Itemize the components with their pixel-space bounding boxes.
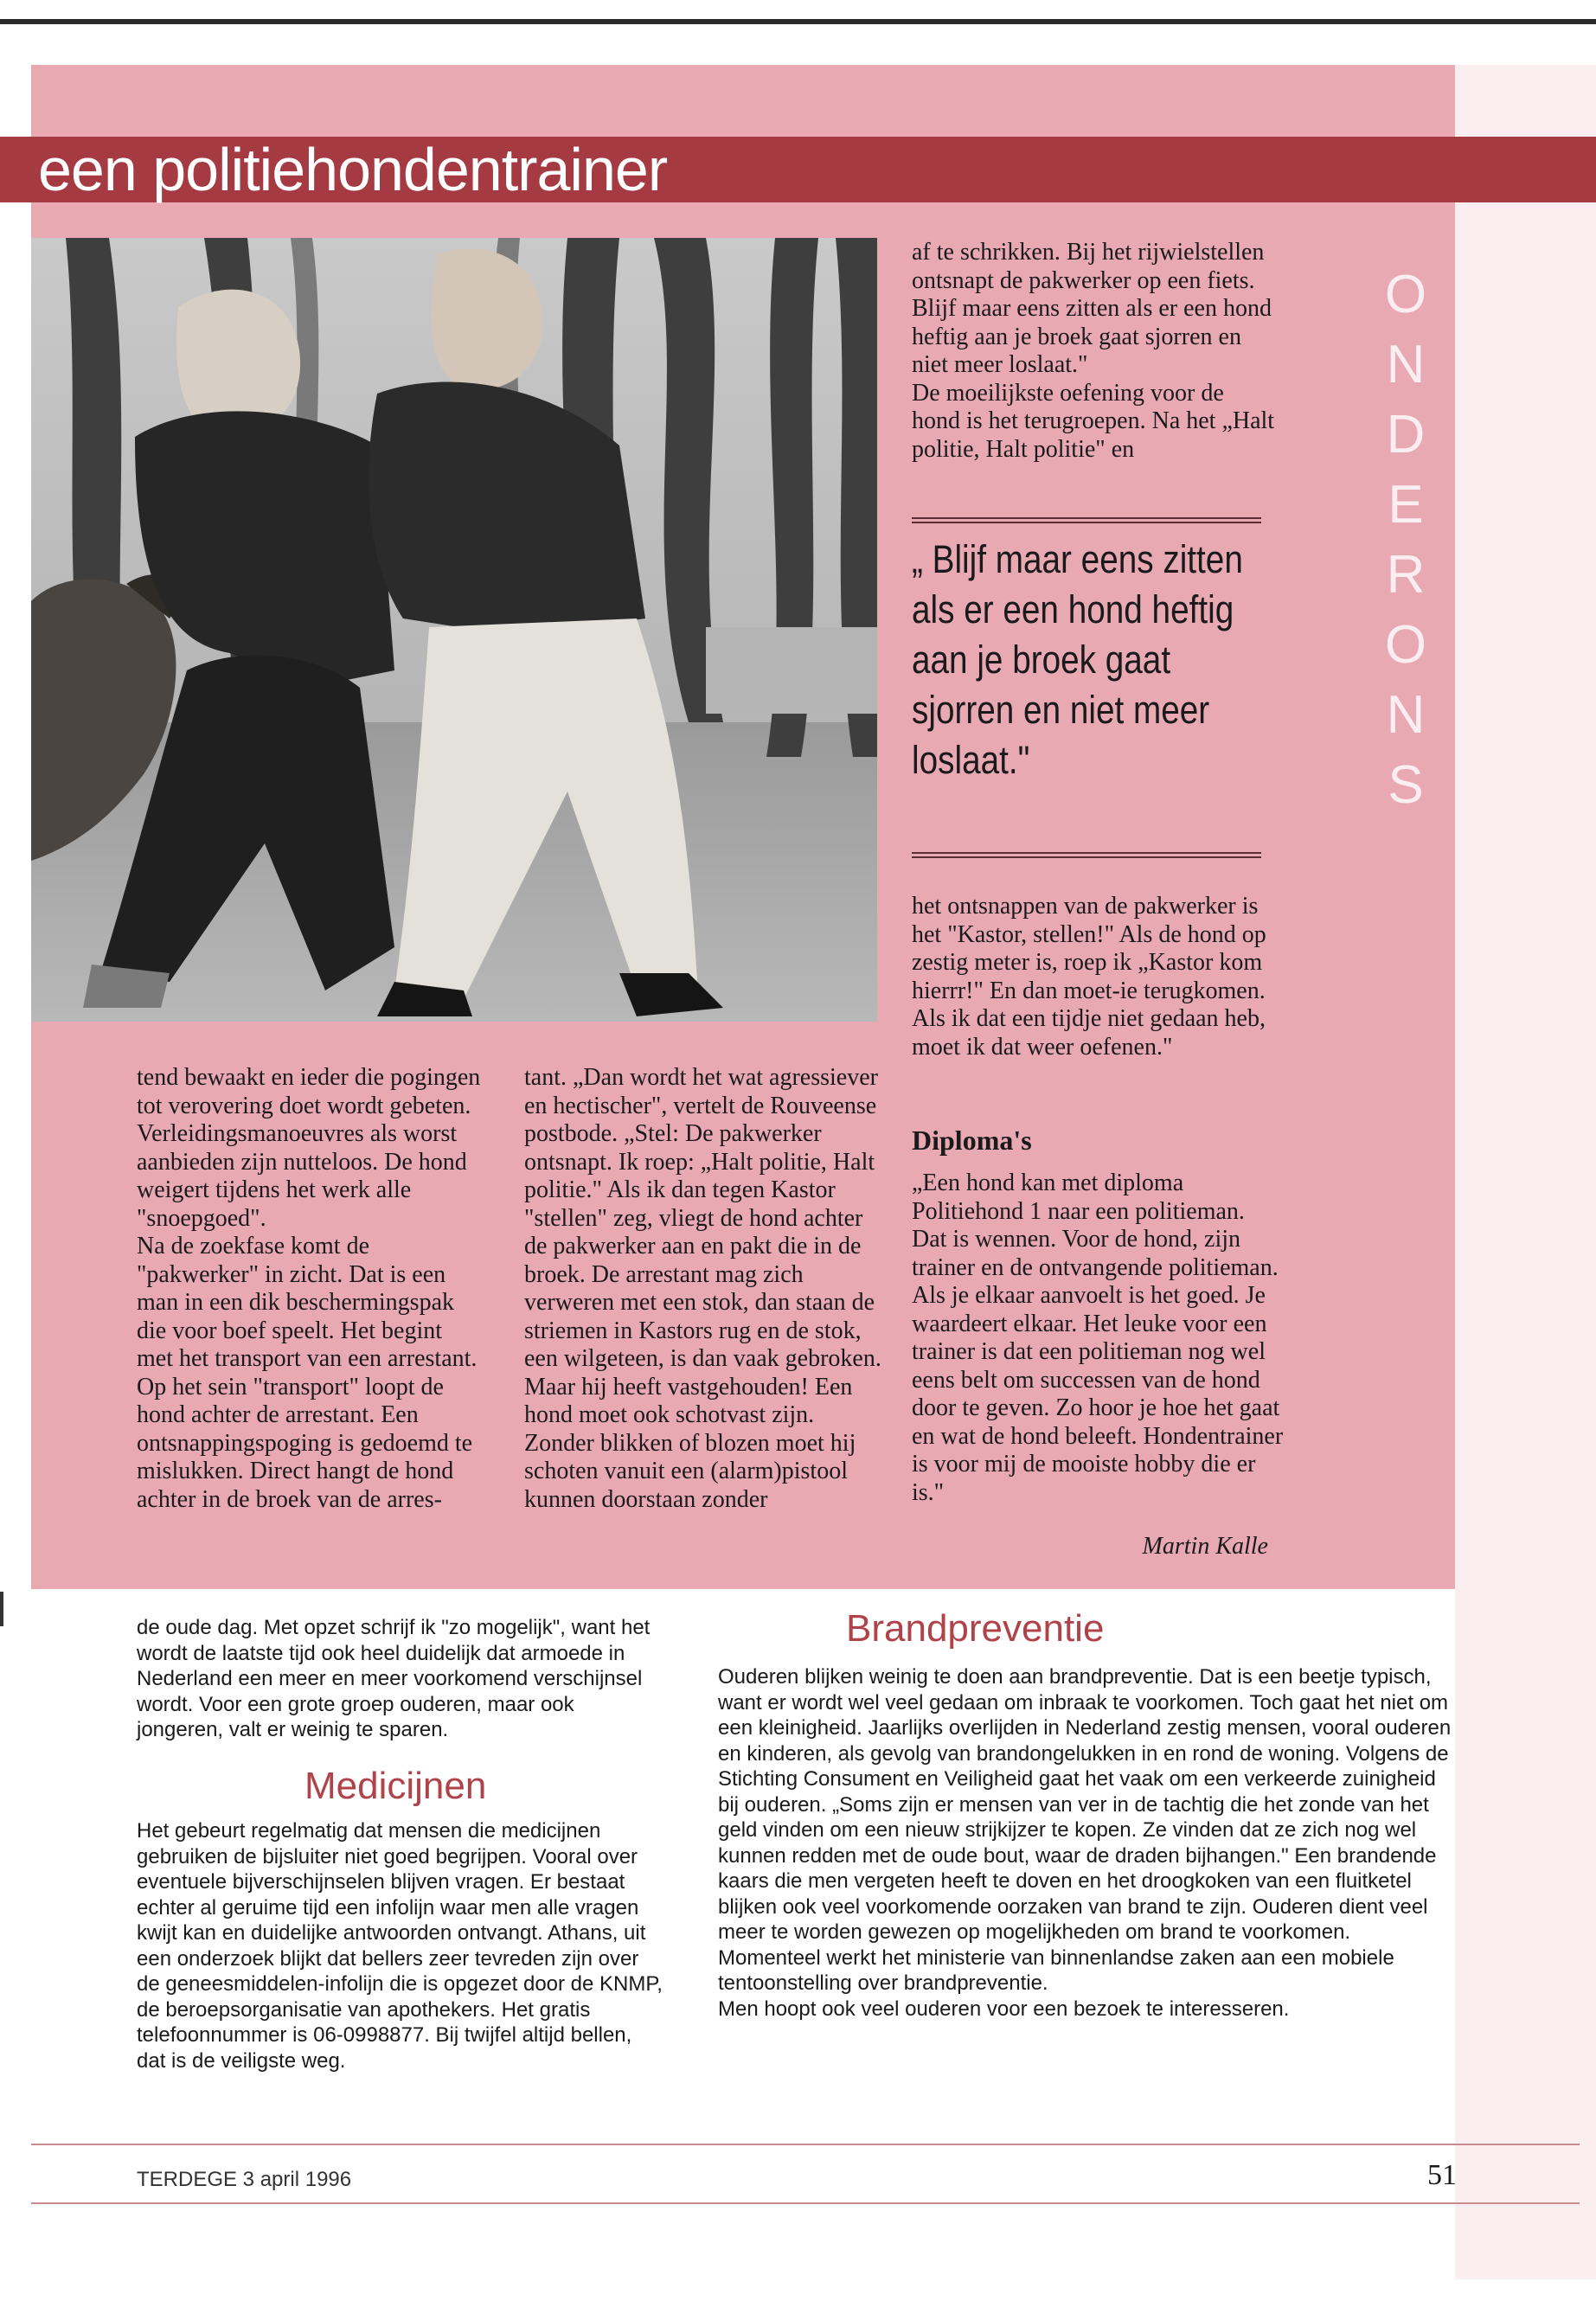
right-margin-strip	[1455, 65, 1596, 2279]
vertical-letter: R	[1386, 545, 1426, 605]
column3-paragraph-1: af te schrikken. Bij het rijwielstellen ontsnapt de pakwerker op een fiets. Blijf maar eens zitten als er een hond heftig aan je broek gaat sjorren en niet meer loslaat."	[912, 239, 1272, 378]
medicijnen-body	[137, 1818, 664, 2073]
column2-paragraph-1: tant. „Dan wordt het wat agressiever en hectischer", vertelt de Rouveense postbode. „Stel: De pakwerker ontsnapt. Ik roep: „Halt politie, Halt politie." Als ik dan tegen Kastor "stellen" zeg, vliegt de hond achter de pakwerker aan en pakt die in de broek. De arrestant mag zich verweren met een stok, dan staan de striemen in Kastors rug en de stok, een wilgeteen, is dan vaak gebroken. Maar hij heeft vastgehouden! Een hond moet ook schotvast zijn. Zonder blikken of blozen moet hij schoten vanuit een (alarm)pistool kunnen doorstaan zonder	[524, 1064, 881, 1513]
author-signature: Martin Kalle	[1142, 1533, 1268, 1560]
publication-info: TERDEGE 3 april 1996	[137, 2168, 352, 2191]
top-border	[0, 19, 1596, 24]
diploma-paragraph: „Een hond kan met diploma Politiehond 1 naar een politieman. Dat is wennen. Voor de hond, zijn trainer en de ontvangende politieman. Als je elkaar aanvoelt is het goed. Je waardeert elkaar. Het leuke voor een trainer is dat een politieman nog wel eens belt om successen van de hond door te geven. Zo hoor je hoe het gaat en wat de hond beleeft. Hondentrainer is voor mij de mooiste hobby die er is."	[912, 1170, 1284, 1506]
vertical-letter: D	[1386, 405, 1426, 465]
pull-quote: „ Blijf maar eens zitten als er een hond heftig aan je broek gaat sjorren en niet meer loslaat."	[912, 537, 1243, 782]
intro-paragraph: de oude dag. Met opzet schrijf ik "zo mogelijk", want het wordt de laatste tijd ook heel duidelijk dat armoede in Nederland een meer en meer voorkomend verschijnsel wordt. Voor een grote groep ouderen, maar ook jongeren, valt er weinig te sparen.	[137, 1616, 651, 1741]
column-1	[137, 1064, 483, 1514]
column3-paragraph-2: De moeilijkste oefening voor de hond is het terugroepen. Na het „Halt politie, Halt politie" en	[912, 379, 1275, 463]
brandpreventie-paragraph: Ouderen blijken weinig te doen aan brandpreventie. Dat is een beetje typisch, want er wordt wel veel gedaan om inbraak te voorkomen. Toch gaat het niet om een kleinigheid. Jaarlijks overlijden in Nederland zestig mensen, vooral ouderen en kinderen, als gevolg van brandongelukken in en rond de woning. Volgens de Stichting Consument en Veiligheid gaat het vaak om een verkeerde zuinigheid bij ouderen. „Soms zijn er mensen van ver in de tachtig die het zonde van het geld vinden om een nieuw strijkijzer te kopen. Ze vinden dat ze zich nog wel kunnen redden met de oude bout, waar de draden bijhangen." Een brandende kaars die men vergeten heeft te doven en het droogkoken van een fluitketel blijken ook veel voorkomende oorzaken van brand te zijn. Ouderen dient veel meer te worden gewezen op mogelijkheden om brand te voorkomen. Momenteel werkt het ministerie van binnenlandse zaken aan een mobiele tentoonstelling over brandpreventie.	[718, 1665, 1452, 1995]
vertical-letter: N	[1386, 335, 1426, 394]
footer-top-rule	[31, 2144, 1580, 2145]
dog-training-photo	[31, 238, 877, 1022]
column-2	[524, 1064, 886, 1514]
vertical-section-label	[1382, 260, 1429, 820]
lower-left-intro	[137, 1615, 664, 1743]
vertical-letter: E	[1388, 475, 1424, 535]
vertical-letter: N	[1386, 685, 1426, 745]
diplomas-subheading: Diploma's	[912, 1125, 1032, 1156]
column3-paragraph-3: het ontsnappen van de pakwerker is het "Kastor, stellen!" Als de hond op zestig meter is, roep ik „Kastor kom hierrr!" En dan moet-ie terugkomen. Als ik dat een tijdje niet gedaan heb, moet ik dat weer oefenen."	[912, 893, 1266, 1061]
brandpreventie-closing: Men hoopt ook veel ouderen voor een bezoek te interesseren.	[718, 1997, 1290, 2021]
pullquote-top-rule	[912, 517, 1261, 523]
column1-paragraph-1: tend bewaakt en ieder die pogingen tot verovering doet wordt gebeten. Verleidingsmanoeuvres als worst aanbieden zijn nutteloos. De hond weigert tijdens het werk alle "snoepgoed".	[137, 1064, 481, 1232]
brandpreventie-heading: Brandpreventie	[846, 1607, 1105, 1650]
left-edge-mark	[0, 1592, 3, 1626]
column-3-middle	[912, 893, 1275, 1061]
vertical-letter: O	[1384, 265, 1427, 324]
page-number: 51	[1427, 2159, 1457, 2191]
medicijnen-heading: Medicijnen	[304, 1765, 487, 1807]
brandpreventie-body	[718, 1664, 1452, 2022]
column-3-top	[912, 239, 1275, 464]
footer-bottom-rule	[31, 2202, 1580, 2204]
column1-paragraph-2: Na de zoekfase komt de "pakwerker" in zicht. Dat is een man in een dik beschermingspak die voor boef speelt. Het begint met het transport van een arrestant. Op het sein "transport" loopt de hond achter de arrestant. Een ontsnappingspoging is gedoemd te mislukken. Direct hangt de hond achter in de broek van de arres-	[137, 1233, 478, 1513]
medicijnen-paragraph: Het gebeurt regelmatig dat mensen die medicijnen gebruiken de bijsluiter niet goed begrijpen. Vooral over eventuele bijverschijnselen blijven vragen. Er bestaat echter al geruime tijd een infolijn waar men alle vragen kwijt kan en duidelijke antwoorden ontvangt. Athans, uit een onderzoek blijkt dat bellers zeer tevreden zijn over de geneesmiddelen-infolijn die is opgezet door de KNMP, de beroepsorganisatie van apothekers. Het gratis telefoonnummer is 06-0998877. Bij twijfel altijd bellen, dat is de veiligste weg.	[137, 1819, 663, 2073]
column-3-bottom	[912, 1170, 1284, 1507]
pullquote-bottom-rule	[912, 852, 1261, 858]
vertical-letter: O	[1384, 615, 1427, 675]
article-title: een politiehondentrainer	[38, 136, 668, 203]
vertical-letter: S	[1388, 755, 1424, 815]
